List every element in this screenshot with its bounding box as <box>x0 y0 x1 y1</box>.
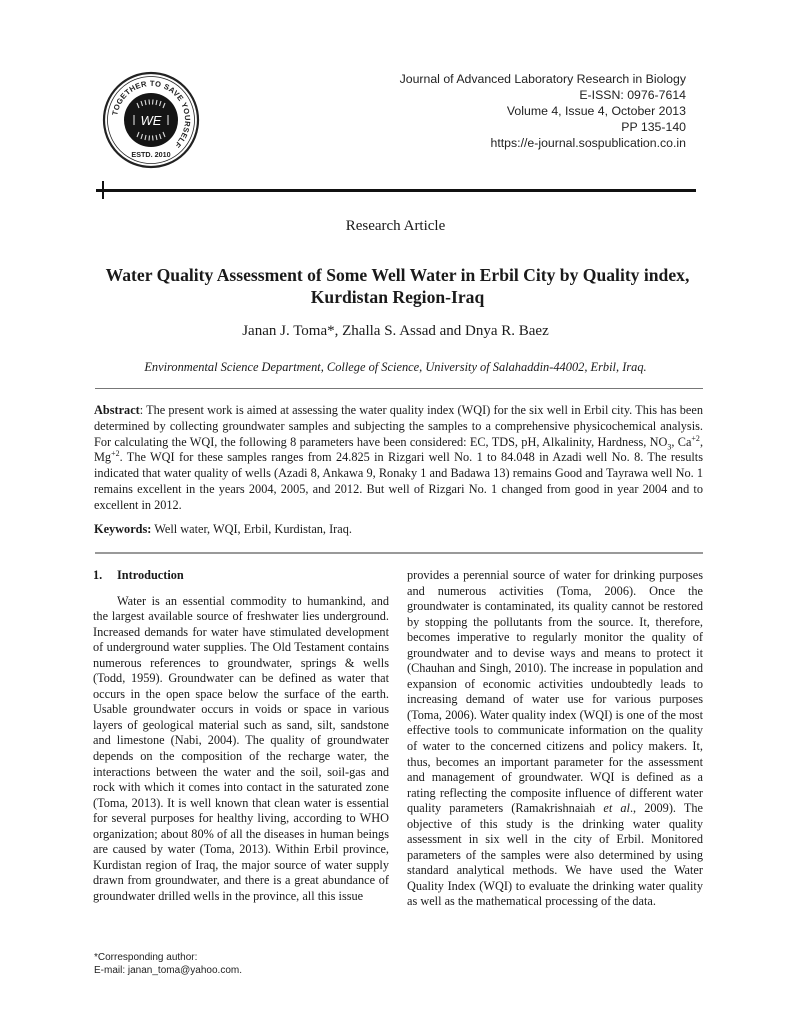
section-title: Introduction <box>117 568 184 582</box>
keywords <box>94 522 703 538</box>
abstract-label: Abstract <box>94 403 140 417</box>
we-seal-icon <box>101 70 201 170</box>
corresponding-author-email[interactable]: E-mail: janan_toma@yahoo.com. <box>94 965 242 976</box>
ca-superscript: +2 <box>691 433 700 443</box>
journal-logo <box>101 70 201 170</box>
body-column-left <box>93 568 389 904</box>
svg-text:TOGETHER TO SAVE YOURSELF: TOGETHER TO SAVE YOURSELF <box>110 78 193 150</box>
intro-paragraph-left: Water is an essential commodity to humankind, and the largest available source of freshwater lies underground. Increased demands for water have stimulated development of underground water supplies. The Old Testament contains numerous references to groundwater, springs & wells (Todd, 1959). Groundwater can be defined as water that occurs in the open space below the surface of the earth. Usable groundwater occurs in voids or space in various layers of geological material such as sand, silt, sandstone and limestone (Nabi, 2004). The quality of groundwater depends on the composition of the recharge water, the interactions between the water and the soil, soil-gas and rock with which it comes into contact in the saturated zone (Toma, 2013). It is well known that clean water is essential for several purposes for healthy living, according to WHO organization; about 80% of all the diseases in human beings are caused by water (Toma, 2013). Within Erbil province, Kurdistan region of Iraq, the major source of water supply drawn from groundwater, and there is a great abundance of groundwater drilled wells in the province, all this issue <box>93 593 389 903</box>
paper-title: Water Quality Assessment of Some Well Water in Erbil City by Quality index, Kurdistan Region-Iraq <box>105 265 690 307</box>
header-divider <box>96 189 696 192</box>
body-column-right <box>407 568 703 910</box>
article-type: Research Article <box>345 218 446 234</box>
abstract <box>94 403 703 514</box>
footnote <box>94 951 242 977</box>
et-al: et al <box>603 801 630 816</box>
paragraph-text: ., 2009). The objective of this study is the drinking water quality assessment in six well in the city of Erbil. Monitored parameters of the samples were also determined by using standard analytical methods. We have used the Water Quality Index (WQI) to evaluate the drinking water quality as well as the mathematical processing of the data. <box>407 801 703 909</box>
journal-issn: E-ISSN: 0976-7614 <box>579 88 686 102</box>
affiliation: Environmental Science Department, College of Science, University of Salahaddin-44002, Erbil, Iraq. <box>144 360 647 374</box>
corresponding-author-label: *Corresponding author: <box>94 952 198 963</box>
journal-name: Journal of Advanced Laboratory Research in Biology <box>399 72 686 86</box>
abstract-top-divider <box>95 388 703 389</box>
section-heading-introduction <box>93 568 389 584</box>
header-divider-tick <box>102 181 104 199</box>
section-number: 1. <box>93 568 103 582</box>
journal-pages: PP 135-140 <box>621 120 686 134</box>
abstract-text: . The WQI for these samples ranges from 24.825 in Rizgari well No. 1 to 84.048 in Azadi well No. 8. The results indicated that water quality of wells (Azadi 8, Ankawa 9, Ronaky 1 and Badawa 13) remains Good and Tayrawa well No. 1 remains excellent in the years 2004, 2005, and 2012. But well of Rizgari No. 1 changed from good in year 2004 and to excellent in 2012. <box>94 450 703 512</box>
abstract-text: : The present work is aimed at assessing the water quality index (WQI) for the six well in Erbil city. This has been determined by collecting groundwater samples and subjecting the samples to a comprehensive physicochemical analysis. For calculating the WQI, the following 8 parameters have been considered: EC, TDS, pH, Alkalinity, Hardness, NO <box>94 403 703 449</box>
svg-text:WE: WE <box>140 113 162 128</box>
mg-superscript: +2 <box>111 449 120 459</box>
keywords-text: Well water, WQI, Erbil, Kurdistan, Iraq. <box>151 522 352 536</box>
abstract-text: , Mg <box>94 434 704 465</box>
paragraph-text: provides a perennial source of water for drinking purposes and numerous activities (Toma, 2006). Once the groundwater is contaminated, its quality cannot be restored by stopping the pollutants from the source. It, therefore, becomes imperative to regularly monitor the quality of groundwater and to devise ways and means to protect it (Chauhan and Singh, 2010). The increase in population and expansion of economic activities undoubtedly leads to increasing demand of water use for various purposes (Toma, 2006). Water quality index (WQI) is one of the most effective tools to communicate information on the quality of water to the concerned citizens and policy makers. It, thus, becomes an important parameter for the assessment and management of groundwater. WQI is defined as a rating reflecting the composite influence of different water quality parameters (Ramakrishnaiah <box>407 568 703 816</box>
keywords-label: Keywords: <box>94 522 152 536</box>
journal-volume-issue: Volume 4, Issue 4, October 2013 <box>506 104 686 118</box>
abstract-text: , Ca <box>671 434 692 449</box>
authors: Janan J. Toma*, Zhalla S. Assad and Dnya R. Baez <box>242 323 549 339</box>
no3-subscript: 3 <box>667 442 672 452</box>
intro-paragraph-right <box>407 568 703 910</box>
journal-url[interactable]: https://e-journal.sospublication.co.in <box>490 136 686 150</box>
journal-info <box>400 71 686 151</box>
abstract-bottom-divider <box>95 552 703 554</box>
svg-text:ESTD. 2010: ESTD. 2010 <box>131 150 171 159</box>
